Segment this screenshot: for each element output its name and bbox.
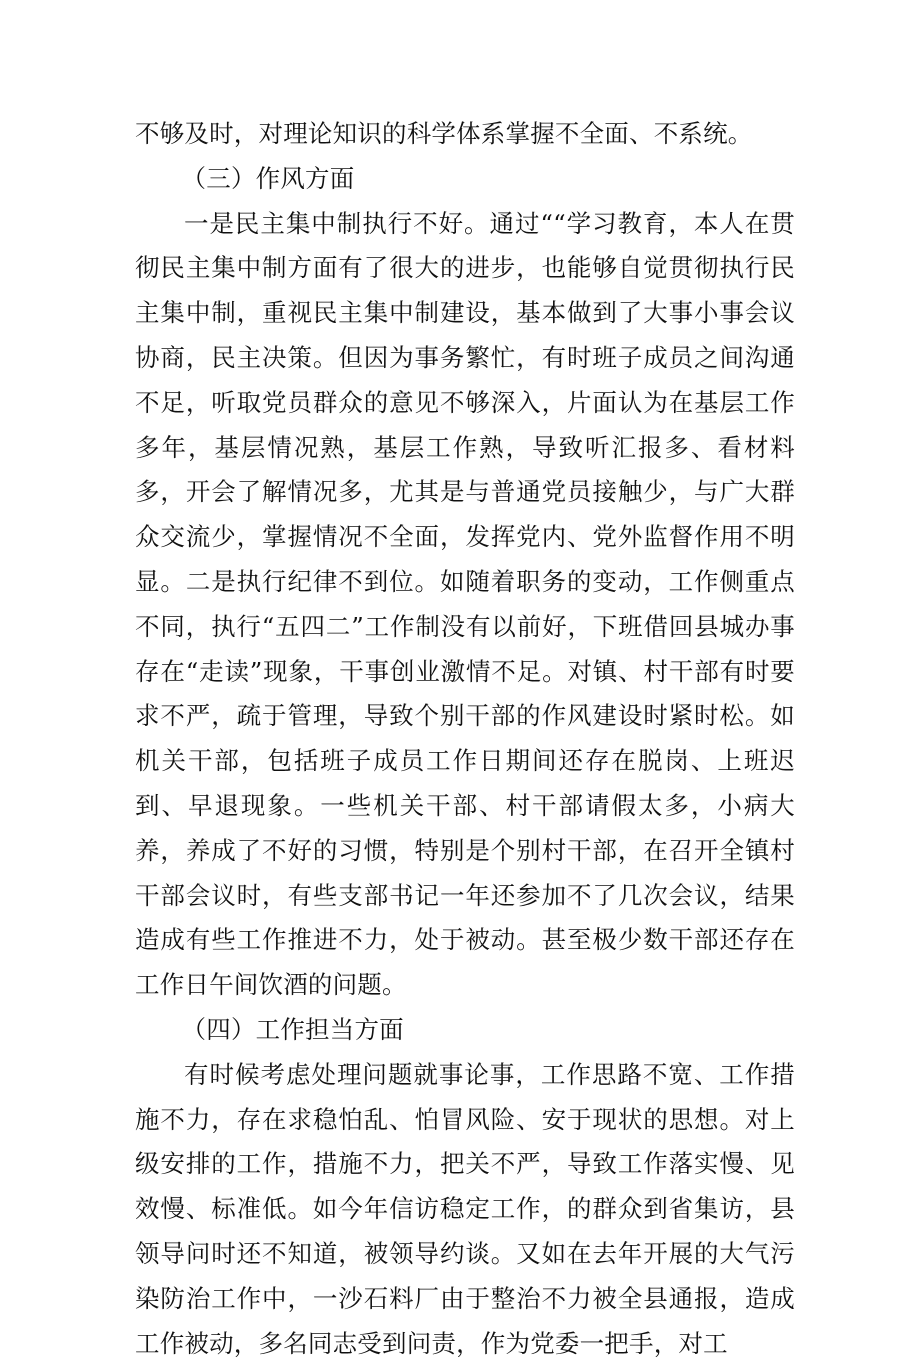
paragraph-style-issues: 一是民主集中制执行不好。通过““学习教育，本人在贯彻民主集中制方面有了很大的进步，也能够自觉贯彻执行民主集中制，重视民主集中制建设，基本做到了大事小事会议协商，民主决策。但因为事务繁忙，有时班子成员之间沟通不足，听取党员群众的意见不够深入，片面认为在基层工作多年，基层情况熟，基层工作熟，导致听汇报多、看材料多，开会了解情况多，尤其是与普通党员接触少，与广大群众交流少，掌握情况不全面，发挥党内、党外监督作用不明显。二是执行纪律不到位。如随着职务的变动，工作侧重点不同，执行“五四二”工作制没有以前好，下班借回县城办事存在“走读”现象，干事创业激情不足。对镇、村干部有时要求不严，疏于管理，导致个别干部的作风建设时紧时松。如机关干部，包括班子成员工作日期间还存在脱岗、上班迟到、早退现象。一些机关干部、村干部请假太多，小病大养，养成了不好的习惯，特别是个别村干部，在召开全镇村干部会议时，有些支部书记一年还参加不了几次会议，结果造成有些工作推进不力，处于被动。甚至极少数干部还存在工作日午间饮酒的问题。 bbox=[135, 208, 795, 1000]
paragraph-continuation: 不够及时，对理论知识的科学体系掌握不全面、不系统。 bbox=[135, 119, 753, 148]
paragraph-responsibility-issues: 有时候考虑处理问题就事论事，工作思路不宽、工作措施不力，存在求稳怕乱、怕冒风险、安于现状的思想。对上级安排的工作，措施不力，把关不严，导致工作落实慢、见效慢、标准低。如今年信访稳定工作，的群众到省集访，县领导问时还不知道，被领导约谈。又如在去年开展的大气污染防治工作中，一沙石料厂由于整治不力被全县通报，造成工作被动，多名同志受到问责，作为党委一把手，对工 bbox=[135, 1059, 795, 1358]
document-body bbox=[135, 112, 795, 1366]
section-heading-responsibility: （四）工作担当方面 bbox=[181, 1014, 404, 1044]
section-heading-style: （三）作风方面 bbox=[181, 163, 355, 193]
